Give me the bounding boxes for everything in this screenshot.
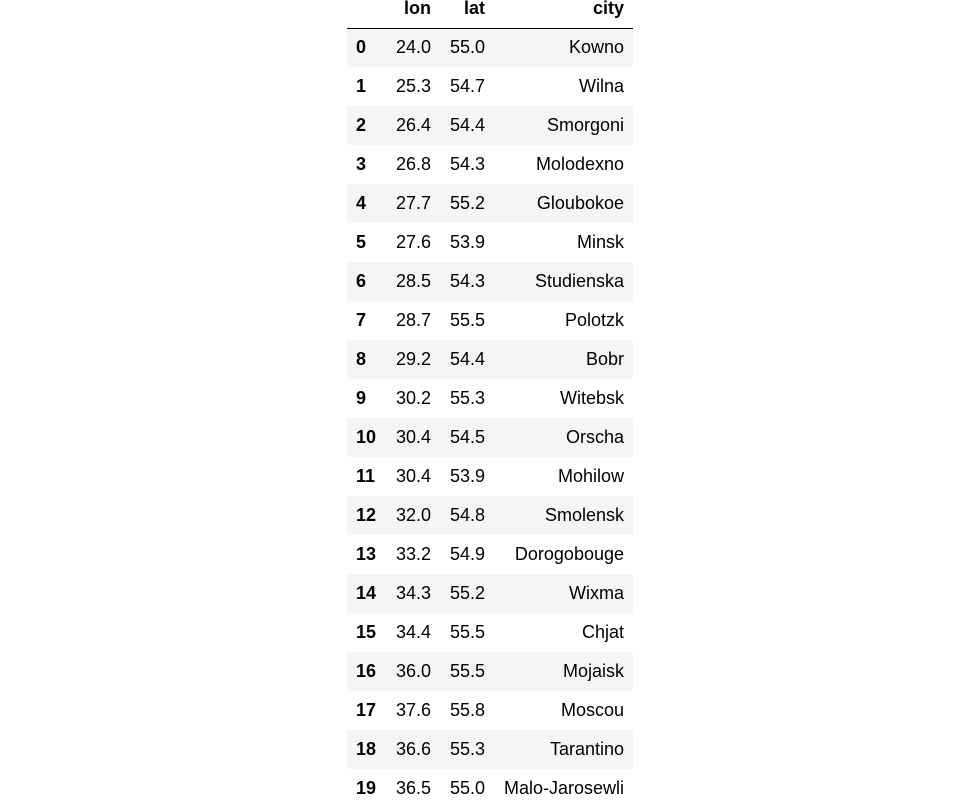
cell-city: Polotzk [564, 310, 624, 330]
cell-lon: 27.7 [395, 193, 431, 213]
row-index: 2 [356, 115, 367, 135]
cell-city: Smolensk [544, 505, 624, 525]
cell-city: Mohilow [557, 466, 624, 486]
cell-lon: 30.2 [395, 388, 431, 408]
header-index [347, 0, 386, 28]
table-header [347, 0, 633, 28]
header-lon: lon [386, 0, 440, 28]
cell-city: Studienska [534, 271, 624, 291]
row-index: 10 [356, 427, 377, 447]
cell-city: Tarantino [549, 739, 624, 759]
cell-lon: 37.6 [395, 700, 431, 720]
cell-city: Mojaisk [562, 661, 624, 681]
table-row [347, 184, 633, 223]
cell-lat: 55.2 [449, 193, 485, 213]
table-row [347, 262, 633, 301]
cell-lat: 55.3 [449, 739, 485, 759]
cell-lon: 36.5 [395, 778, 431, 798]
table-row [347, 301, 633, 340]
cell-city: Chjat [581, 622, 624, 642]
table-row [347, 652, 633, 691]
cell-lat: 54.7 [449, 76, 485, 96]
cell-city: Dorogobouge [514, 544, 624, 564]
cell-lon: 34.4 [395, 622, 431, 642]
cell-lat: 55.8 [449, 700, 485, 720]
row-index: 13 [356, 544, 377, 564]
row-index: 5 [356, 232, 367, 252]
cell-city: Molodexno [535, 154, 624, 174]
cell-lat: 54.5 [449, 427, 485, 447]
cell-lon: 26.4 [395, 115, 431, 135]
cell-city: Kowno [568, 37, 624, 58]
cell-lon: 33.2 [395, 544, 431, 564]
cell-lat: 55.5 [449, 622, 485, 642]
table-row [347, 730, 633, 769]
table-row [347, 418, 633, 457]
header-lat: lat [440, 0, 494, 28]
cell-lat: 55.5 [449, 310, 485, 330]
cell-lat: 53.9 [449, 466, 485, 486]
cell-lon: 36.0 [395, 661, 431, 681]
cell-city: Bobr [585, 349, 624, 369]
cell-city: Malo-Jarosewli [503, 778, 624, 798]
table-row [347, 691, 633, 730]
table-row [347, 67, 633, 106]
cell-lat: 55.5 [449, 661, 485, 681]
table-row [347, 106, 633, 145]
dataframe-table [347, 0, 633, 808]
cell-lon: 30.4 [395, 427, 431, 447]
cell-city: Smorgoni [546, 115, 624, 135]
header-row [347, 0, 633, 28]
cell-lon: 36.6 [395, 739, 431, 759]
table-row [347, 457, 633, 496]
row-index: 7 [356, 310, 367, 330]
cell-lon: 32.0 [395, 505, 431, 525]
row-index: 4 [356, 193, 367, 213]
cell-lon: 24.0 [395, 37, 431, 58]
cell-lat: 55.0 [449, 37, 485, 58]
row-index: 9 [356, 388, 367, 408]
cell-lat: 55.3 [449, 388, 485, 408]
row-index: 18 [356, 739, 377, 759]
cell-lon: 30.4 [395, 466, 431, 486]
table-row [347, 535, 633, 574]
row-index: 14 [356, 583, 377, 603]
cell-lon: 28.7 [395, 310, 431, 330]
row-index: 16 [356, 661, 377, 681]
table-row [347, 769, 633, 808]
cell-city: Witebsk [559, 388, 624, 408]
table-row [347, 379, 633, 418]
cell-lat: 54.4 [449, 115, 485, 135]
cell-city: Wilna [578, 76, 624, 96]
row-index: 15 [356, 622, 377, 642]
table-row [347, 340, 633, 379]
cell-lon: 27.6 [395, 232, 431, 252]
dataframe-container [347, 0, 633, 808]
header-city: city [494, 0, 633, 28]
cell-lat: 55.0 [449, 778, 485, 798]
table-row [347, 574, 633, 613]
table-row [347, 613, 633, 652]
cell-lon: 29.2 [395, 349, 431, 369]
cell-city: Moscou [560, 700, 624, 720]
cell-city: Orscha [565, 427, 624, 447]
cell-city: Minsk [576, 232, 624, 252]
cell-lat: 54.3 [449, 271, 485, 291]
cell-lon: 28.5 [395, 271, 431, 291]
row-index: 6 [356, 271, 367, 291]
cell-lat: 53.9 [449, 232, 485, 252]
cell-lat: 54.4 [449, 349, 485, 369]
table-row [347, 145, 633, 184]
cell-lat: 55.2 [449, 583, 485, 603]
cell-lat: 54.3 [449, 154, 485, 174]
row-index: 1 [356, 76, 367, 96]
cell-lat: 54.8 [449, 505, 485, 525]
cell-city: Gloubokoe [536, 193, 624, 213]
table-row [347, 223, 633, 262]
table-row [347, 496, 633, 535]
row-index: 8 [356, 349, 367, 369]
cell-city: Wixma [569, 583, 624, 603]
row-index: 3 [356, 154, 367, 174]
row-index: 12 [356, 505, 377, 525]
table-body [347, 28, 633, 808]
row-index: 17 [356, 700, 377, 720]
cell-lon: 26.8 [395, 154, 431, 174]
row-index: 11 [356, 466, 376, 486]
cell-lon: 25.3 [395, 76, 431, 96]
cell-lon: 34.3 [395, 583, 431, 603]
cell-lat: 54.9 [449, 544, 485, 564]
row-index: 0 [356, 37, 367, 58]
table-row [347, 28, 633, 67]
row-index: 19 [356, 778, 377, 798]
